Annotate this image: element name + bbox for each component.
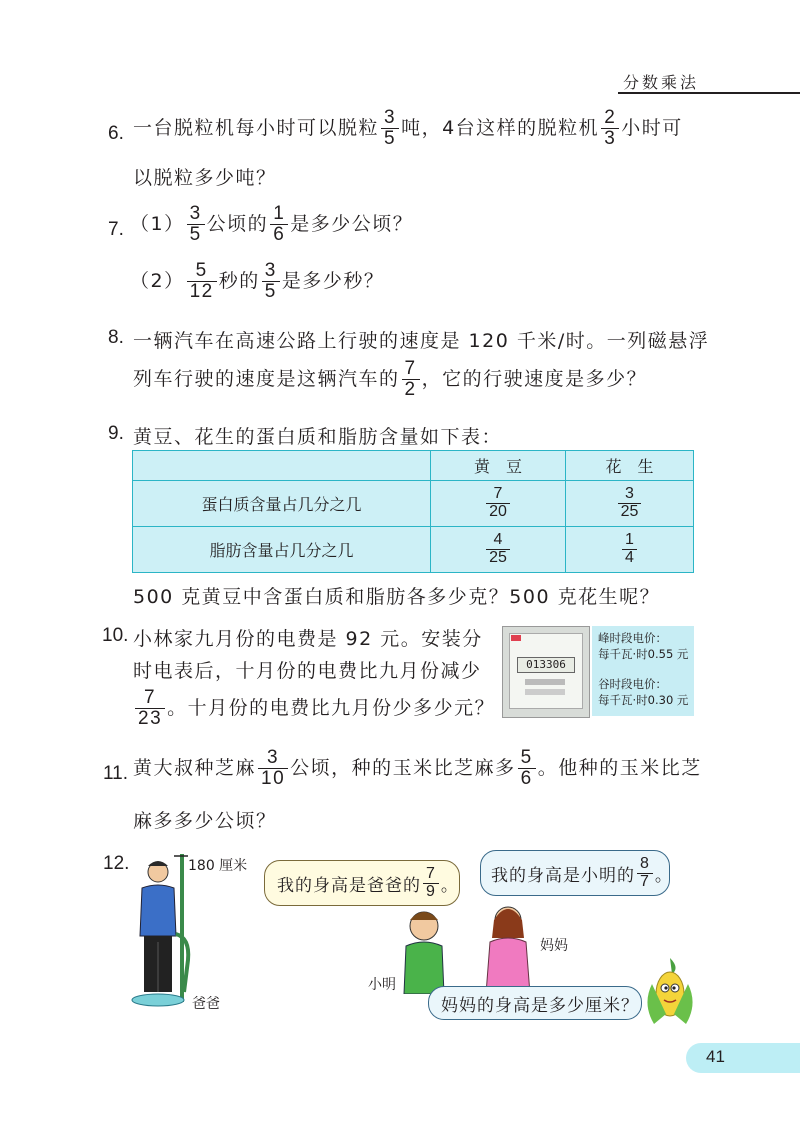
row-label: 蛋白质含量占几分之几 [133, 481, 431, 527]
table-row [133, 527, 694, 573]
row-label: 脂肪含量占几分之几 [133, 527, 431, 573]
fraction: $\frac{5}{6}$ [518, 748, 536, 789]
problem-11-line1: 黄大叔种芝麻 $\frac{3}{10}$ 公顷，种的玉米比芝麻多 $\frac{5}{6}$ 。他种的玉米比芝 [133, 747, 702, 789]
problem-11-number: 11. [103, 763, 129, 784]
problem-11-line2: 麻多多少公顷？ [133, 810, 277, 832]
page-number: 41 [706, 1047, 725, 1066]
cell-fraction: $\frac{3}{25}$ [566, 481, 694, 527]
problem-6-line1: 一台脱粒机每小时可以脱粒 $\frac{3}{5}$ 吨，4台这样的脱粒机 $\frac{2}{3}$ 小时可 [133, 107, 683, 149]
electricity-price-box: 峰时段电价： 每千瓦·时0.55 元 谷时段电价： 每千瓦·时0.30 元 [592, 626, 694, 716]
dad-illustration [128, 852, 218, 1012]
problem-10-line2: 时电表后，十月份的电费比九月份减少 [133, 660, 482, 682]
problem-6-line2: 以脱粒多少吨？ [133, 167, 277, 189]
xiaoming-mom-illustration [396, 898, 546, 994]
problem-10-line1: 小林家九月份的电费是 92 元。安装分 [133, 628, 483, 650]
fraction: $\frac{3}{5}$ [262, 261, 280, 302]
problem-12-number: 12. [103, 853, 130, 874]
fraction: $\frac{3}{5}$ [381, 108, 399, 149]
problem-8-line2: 列车行驶的速度是这辆汽车的 $\frac{7}{2}$ ，它的行驶速度是多少？ [133, 358, 648, 400]
problem-9-question: 500 克黄豆中含蛋白质和脂肪各多少克？500 克花生呢？ [133, 586, 661, 608]
section-title: 分数乘法 [623, 73, 700, 92]
cell-fraction: $\frac{4}{25}$ [431, 527, 566, 573]
page-number-tab [686, 1043, 800, 1073]
fraction: $\frac{3}{5}$ [187, 204, 205, 245]
header-rule [618, 92, 800, 94]
mom-speech-bubble: 我的身高是小明的 $\frac{8}{7}$ 。 [480, 850, 670, 896]
fraction: $\frac{2}{3}$ [601, 108, 619, 149]
problem-10-number: 10. [102, 625, 129, 646]
corn-mascot-icon [640, 954, 700, 1034]
problem-6-number: 6. [108, 123, 124, 144]
table-row [133, 481, 694, 527]
fraction: $\frac{1}{6}$ [270, 204, 288, 245]
table-header-empty [133, 451, 431, 481]
problem-7-number: 7. [108, 219, 124, 240]
fraction: $\frac{5}{12}$ [187, 261, 217, 302]
problem-8-number: 8. [108, 327, 124, 348]
table-header-soybean: 黄 豆 [431, 451, 566, 481]
meter-display: 013306 [517, 657, 575, 673]
fraction: $\frac{7}{23}$ [135, 688, 165, 729]
table-header-peanut: 花 生 [566, 451, 694, 481]
question-bubble: 妈妈的身高是多少厘米？ [428, 986, 642, 1020]
xiaoming-speech-bubble: 我的身高是爸爸的 $\frac{7}{9}$ 。 [264, 860, 460, 906]
fraction: $\frac{3}{10}$ [258, 748, 288, 789]
problem-9-intro: 黄豆、花生的蛋白质和脂肪含量如下表： [133, 426, 503, 448]
xiaoming-label: 小明 [368, 977, 396, 993]
cell-fraction: $\frac{7}{20}$ [431, 481, 566, 527]
problem-10-line3: $\frac{7}{23}$ 。十月份的电费比九月份少多少元？ [133, 688, 495, 729]
problem-8-line1: 一辆汽车在高速公路上行驶的速度是 120 千米/时。一列磁悬浮 [133, 330, 710, 352]
height-label: 180 厘米 [188, 858, 248, 874]
dad-label: 爸爸 [192, 996, 220, 1012]
cell-fraction: $\frac{1}{4}$ [566, 527, 694, 573]
electric-meter-image [502, 626, 590, 718]
nutrition-table [132, 450, 694, 573]
problem-9-number: 9. [108, 423, 124, 444]
mom-label: 妈妈 [540, 938, 568, 954]
fraction: $\frac{7}{2}$ [402, 359, 420, 400]
problem-7b: （2） $\frac{5}{12}$ 秒的 $\frac{3}{5}$ 是多少秒？ [130, 260, 385, 302]
problem-7a: （1） $\frac{3}{5}$ 公顷的 $\frac{1}{6}$ 是多少公顷？ [130, 203, 414, 245]
